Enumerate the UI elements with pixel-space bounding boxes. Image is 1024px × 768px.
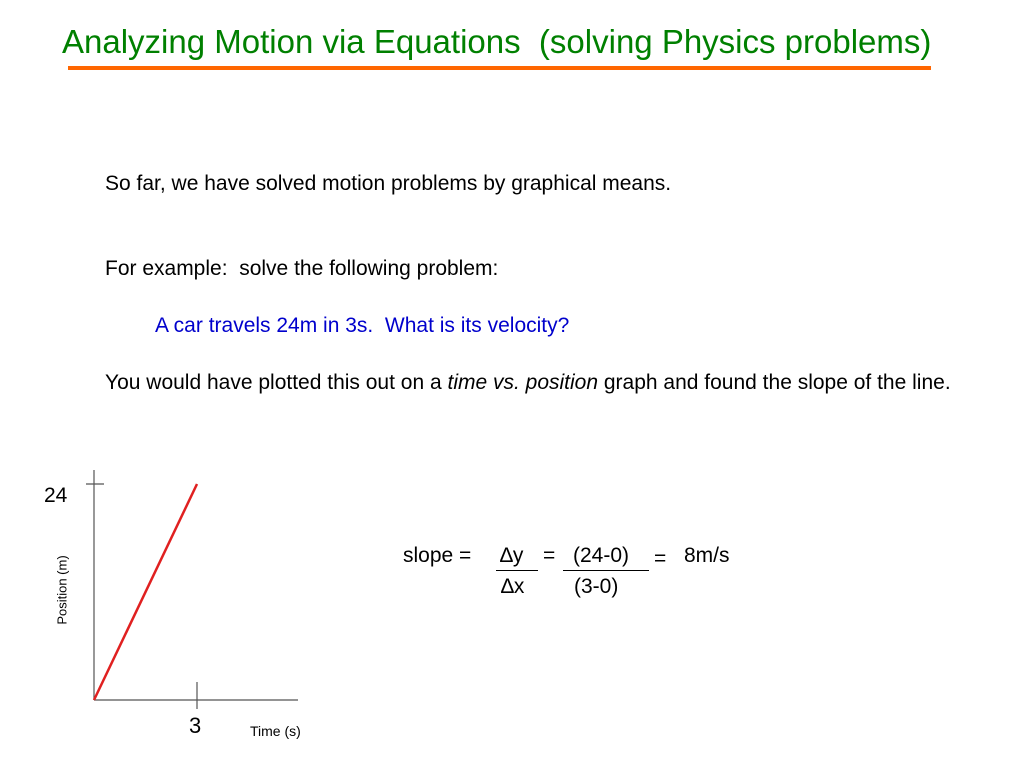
position-line — [94, 484, 197, 700]
fraction-bar-delta — [496, 570, 538, 571]
slope-label: slope = — [403, 544, 478, 567]
slope-result: 8m/s — [684, 544, 730, 567]
paragraph-plot-slope-italic: time vs. position — [447, 371, 599, 394]
problem-statement: A car travels 24m in 3s. What is its velocity? — [155, 314, 570, 337]
y-tick-label: 24 — [44, 484, 68, 507]
paragraph-graphical-means: So far, we have solved motion problems by graphical means. — [105, 172, 672, 195]
paragraph-for-example: For example: solve the following problem: — [105, 257, 499, 280]
delta-y: ∆y — [500, 544, 524, 567]
paragraph-plot-slope-part2: graph and found the slope of the line. — [598, 371, 951, 394]
slide-title: Analyzing Motion via Equations (solving Physics problems) — [62, 23, 932, 60]
paragraph-plot-slope — [105, 369, 965, 397]
x-tick-label: 3 — [189, 713, 202, 738]
x-axis-label: Time (s) — [250, 723, 301, 739]
paragraph-plot-slope-part1: You would have plotted this out on a — [105, 371, 448, 394]
numerator-value: (24-0) — [573, 544, 630, 567]
equals-sign-2: = — [654, 547, 667, 570]
y-axis-label: Position (m) — [54, 555, 70, 625]
title-underline — [68, 66, 931, 70]
denominator-value: (3-0) — [574, 575, 619, 598]
fraction-bar-values — [563, 570, 649, 571]
delta-x: ∆x — [501, 575, 525, 598]
equals-sign-1: = — [543, 544, 556, 567]
